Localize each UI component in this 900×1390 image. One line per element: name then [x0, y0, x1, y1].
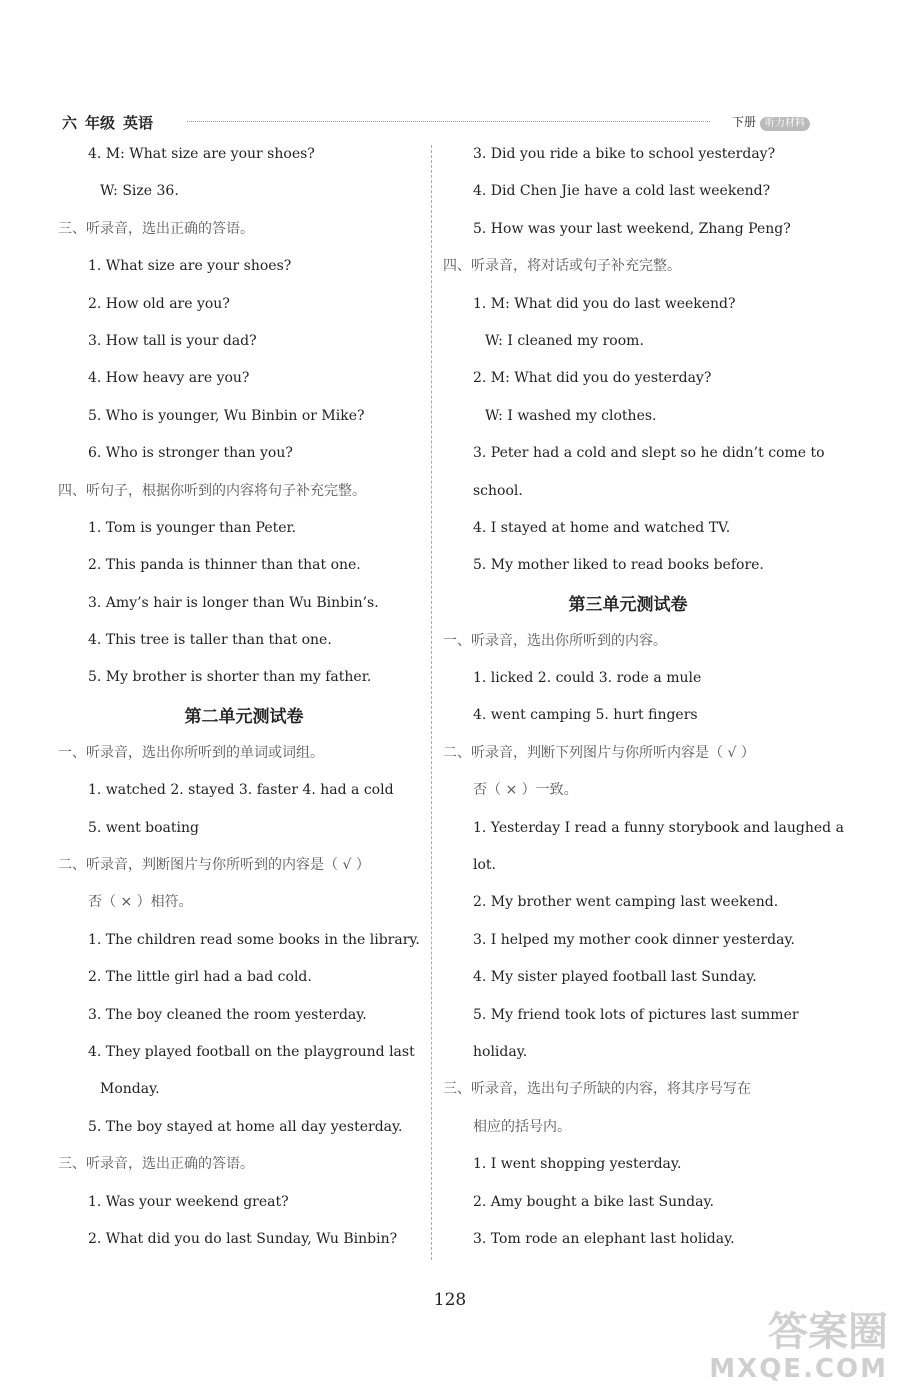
text-line: 3. The boy cleaned the room yesterday.: [88, 1006, 367, 1023]
section-heading: 四、听录音，将对话或句子补充完整。: [443, 258, 681, 275]
text-line: 5. went boating: [88, 819, 199, 836]
text-line: 3. Amy’s hair is longer than Wu Binbin’s.: [88, 594, 379, 611]
text-line: 4. went camping 5. hurt fingers: [473, 707, 698, 724]
text-line: 5. The boy stayed at home all day yesterday.: [88, 1118, 403, 1135]
text-line: 2. The little girl had a bad cold.: [88, 969, 312, 986]
text-line: 3. Peter had a cold and slept so he didn’t come to: [473, 445, 825, 462]
text-line: 5. Who is younger, Wu Binbin or Mike?: [88, 407, 365, 424]
text-line: 5. My brother is shorter than my father.: [88, 669, 372, 686]
text-line: W: Size 36.: [100, 183, 179, 200]
text-line: 1. I went shopping yesterday.: [473, 1156, 682, 1173]
text-line: 2. How old are you?: [88, 295, 230, 312]
text-line: 4. Did Chen Jie have a cold last weekend?: [473, 183, 771, 200]
text-line: school.: [473, 482, 523, 499]
grade-label: 年级: [85, 114, 116, 132]
text-line: 1. What size are your shoes?: [88, 258, 292, 275]
section-heading: 一、听录音，选出你所听到的内容。: [443, 632, 667, 649]
text-line: W: I washed my clothes.: [485, 407, 657, 424]
section-heading: 二、听录音，判断下列图片与你所听内容是（ √ ）: [443, 744, 755, 761]
text-line: 4. I stayed at home and watched TV.: [473, 519, 731, 536]
text-line: 3. How tall is your dad?: [88, 332, 257, 349]
left-column: [58, 144, 430, 1266]
text-line: 2. This panda is thinner than that one.: [88, 557, 361, 574]
text-line: 2. What did you do last Sunday, Wu Binbin?: [88, 1230, 398, 1247]
header-right: [732, 113, 810, 131]
text-line: 6. Who is stronger than you?: [88, 445, 293, 462]
text-line: 2. My brother went camping last weekend.: [473, 894, 779, 911]
text-line: 4. How heavy are you?: [88, 370, 250, 387]
text-line: 5. My friend took lots of pictures last summer: [473, 1006, 799, 1023]
section-heading: 相应的括号内。: [473, 1118, 571, 1135]
text-line: 2. M: What did you do yesterday?: [473, 370, 712, 387]
text-line: Monday.: [100, 1081, 160, 1098]
text-line: 4. M: What size are your shoes?: [88, 146, 315, 162]
right-column: [443, 144, 844, 1266]
text-line: 1. Tom is younger than Peter.: [88, 519, 297, 536]
section-heading: 三、听录音，选出句子所缺的内容，将其序号写在: [443, 1081, 751, 1098]
header-left: [62, 112, 161, 133]
section-heading: 否（ × ）相符。: [88, 894, 193, 911]
volume: 下册: [731, 115, 756, 129]
text-line: 4. This tree is taller than that one.: [88, 632, 332, 649]
section-heading: 二、听录音，判断图片与你所听到的内容是（ √ ）: [58, 857, 370, 874]
text-line: 1. Yesterday I read a funny storybook and laughed a: [473, 819, 844, 836]
text-line: 1. M: What did you do last weekend?: [473, 295, 736, 312]
text-line: 1. Was your weekend great?: [88, 1193, 289, 1210]
section-heading: 三、听录音，选出正确的答语。: [58, 1156, 254, 1173]
subject: 英语: [123, 114, 154, 132]
page-number: 128: [433, 1290, 467, 1310]
badge: 听力材料: [760, 117, 810, 131]
section-heading: 四、听句子，根据你听到的内容将句子补充完整。: [58, 482, 366, 499]
unit-title: 第二单元测试卷: [184, 706, 304, 727]
text-line: 4. They played football on the playground last: [88, 1043, 415, 1060]
section-heading: 否（ × ）一致。: [473, 782, 578, 799]
text-line: 2. Amy bought a bike last Sunday.: [473, 1193, 714, 1210]
watermark-line1: 答案圈: [768, 1309, 888, 1355]
grade: 六: [62, 114, 78, 132]
text-line: holiday.: [473, 1043, 528, 1060]
text-line: 4. My sister played football last Sunday.: [473, 969, 757, 986]
text-line: W: I cleaned my room.: [485, 332, 644, 349]
column-divider: [431, 145, 432, 1260]
text-line: 5. My mother liked to read books before.: [473, 557, 764, 574]
section-heading: 三、听录音，选出正确的答语。: [58, 220, 254, 237]
watermark-line2: MXQE.COM: [709, 1354, 888, 1384]
watermark: [709, 1310, 888, 1384]
header-rule: [187, 121, 710, 122]
section-heading: 一、听录音，选出你所听到的单词或词组。: [58, 744, 324, 761]
text-line: 1. licked 2. could 3. rode a mule: [473, 670, 702, 687]
text-line: 5. How was your last weekend, Zhang Peng?: [473, 220, 791, 237]
unit-title: 第三单元测试卷: [568, 594, 688, 615]
text-line: 3. Did you ride a bike to school yesterday?: [473, 146, 776, 162]
text-line: 1. The children read some books in the library.: [88, 931, 420, 948]
text-line: 3. I helped my mother cook dinner yesterday.: [473, 931, 795, 948]
text-line: lot.: [473, 857, 496, 874]
page-header: [62, 112, 810, 136]
text-line: 1. watched 2. stayed 3. faster 4. had a cold: [88, 782, 394, 799]
text-line: 3. Tom rode an elephant last holiday.: [473, 1230, 735, 1247]
